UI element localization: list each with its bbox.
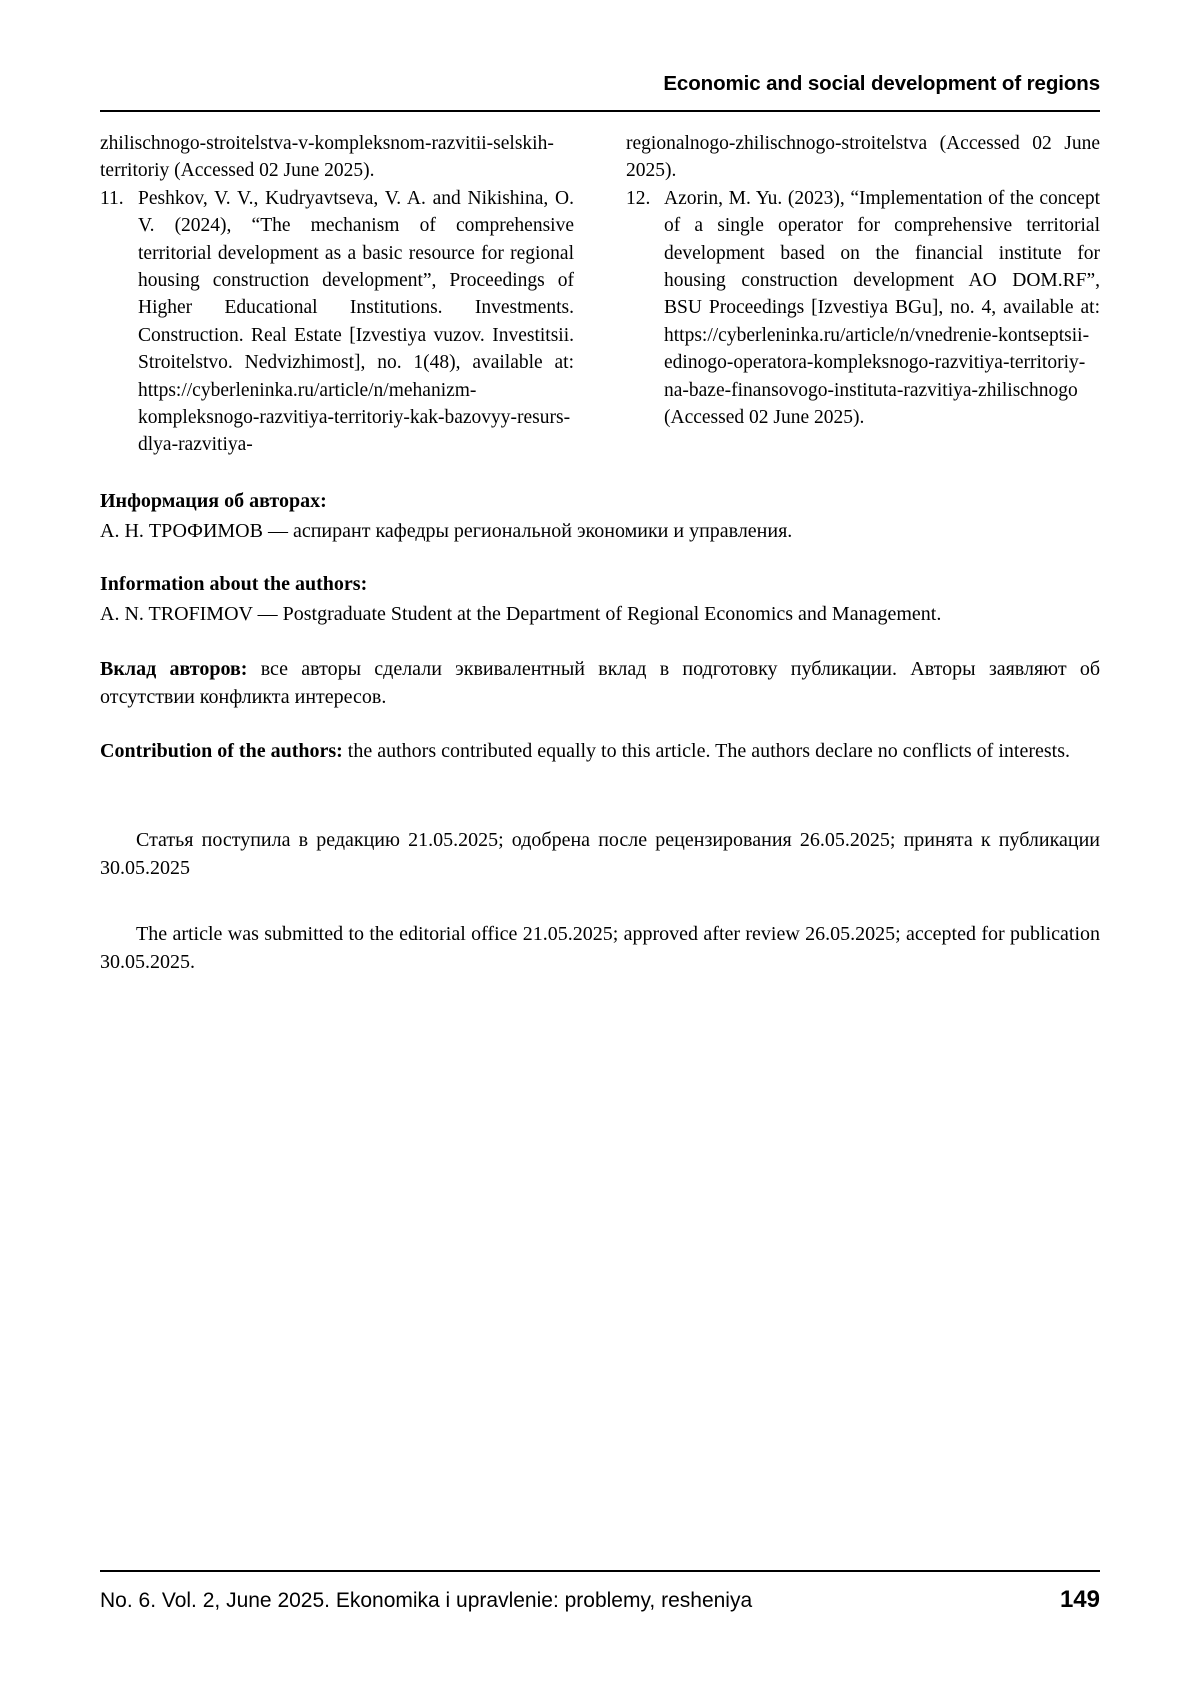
footer-divider <box>100 1570 1100 1572</box>
page-number: 149 <box>1059 1586 1100 1613</box>
page-footer <box>100 1586 1100 1614</box>
references-section <box>100 130 1100 459</box>
contribution-en-text: the authors contributed equally to this article. The authors declare no conflicts of interests. <box>347 740 1070 762</box>
footer-issue-line: No. 6. Vol. 2, June 2025. Ekonomika i upravlenie: problemy, resheniya <box>100 1589 753 1612</box>
authors-info-ru-text: А. Н. ТРОФИМОВ — аспирант кафедры региональной экономики и управления. <box>100 520 793 542</box>
references-left-column <box>100 130 574 459</box>
reference-text: Azorin, M. Yu. (2023), “Implementation of the concept of a single operator for comprehensive territorial development based on the financial institute for housing construction development AO DOM.RF”, BSU Proceedings [Izvestiya BGu], no. 4, available at: https://cyberleninka.ru/article/n/vnedrenie-kontseptsii-edinogo-operatora-kompleksnogo-razvitiya-territoriy-na-baze-finansovogo-instituta-razvitiya-zhilischnogo (Accessed 02 June 2025). <box>664 187 1100 429</box>
reference-text: Peshkov, V. V., Kudryavtseva, V. A. and Nikishina, O. V. (2024), “The mechanism of comprehensive territorial development as a basic resource for regional housing construction development”, Proceedings of Higher Educational Institutions. Investments. Construction. Real Estate [Izvestiya vuzov. Investitsii. Stroitelstvo. Nedvizhimost], no. 1(48), available at: https://cyberleninka.ru/article/n/mehanizm-kompleksnogo-razvitiya-territoriy-kak-bazovyy-resurs-dlya-razvitiya- <box>138 187 574 456</box>
reference-continuation-right: regionalnogo-zhilischnogo-stroitelstva (Accessed 02 June 2025). <box>626 133 1100 182</box>
authors-info-en-title: Information about the authors: <box>100 573 368 595</box>
references-right-column <box>626 130 1100 459</box>
reference-number: 11. <box>100 187 124 209</box>
reference-number: 12. <box>626 187 651 209</box>
running-header: Economic and social development of regions <box>663 72 1100 95</box>
authors-info-en <box>100 570 1100 628</box>
contribution-en-title: Contribution of the authors: <box>100 740 343 762</box>
authors-info-ru-title: Информация об авторах: <box>100 490 327 512</box>
submission-dates-ru: Статья поступила в редакцию 21.05.2025; одобрена после рецензирования 26.05.2025; принята к публикации 30.05.2025 <box>100 829 1100 879</box>
reference-item <box>100 185 574 459</box>
contribution-ru-text: все авторы сделали эквивалентный вклад в подготовку публикации. Авторы заявляют об отсутствии конфликта интересов. <box>100 658 1101 708</box>
submission-dates-en: The article was submitted to the editorial office 21.05.2025; approved after review 26.05.2025; accepted for publication 30.05.2025. <box>100 923 1100 973</box>
authors-info-en-text: A. N. TROFIMOV — Postgraduate Student at the Department of Regional Economics and Management. <box>100 603 942 625</box>
contribution-en <box>100 737 1100 765</box>
header-divider <box>100 110 1100 112</box>
reference-item <box>626 185 1100 432</box>
authors-info-ru <box>100 487 1100 545</box>
contribution-ru-title: Вклад авторов: <box>100 658 248 680</box>
reference-continuation-left: zhilischnogo-stroitelstva-v-kompleksnom-razvitii-selskih-territoriy (Accessed 02 June 2025). <box>100 133 554 182</box>
contribution-ru <box>100 655 1100 711</box>
